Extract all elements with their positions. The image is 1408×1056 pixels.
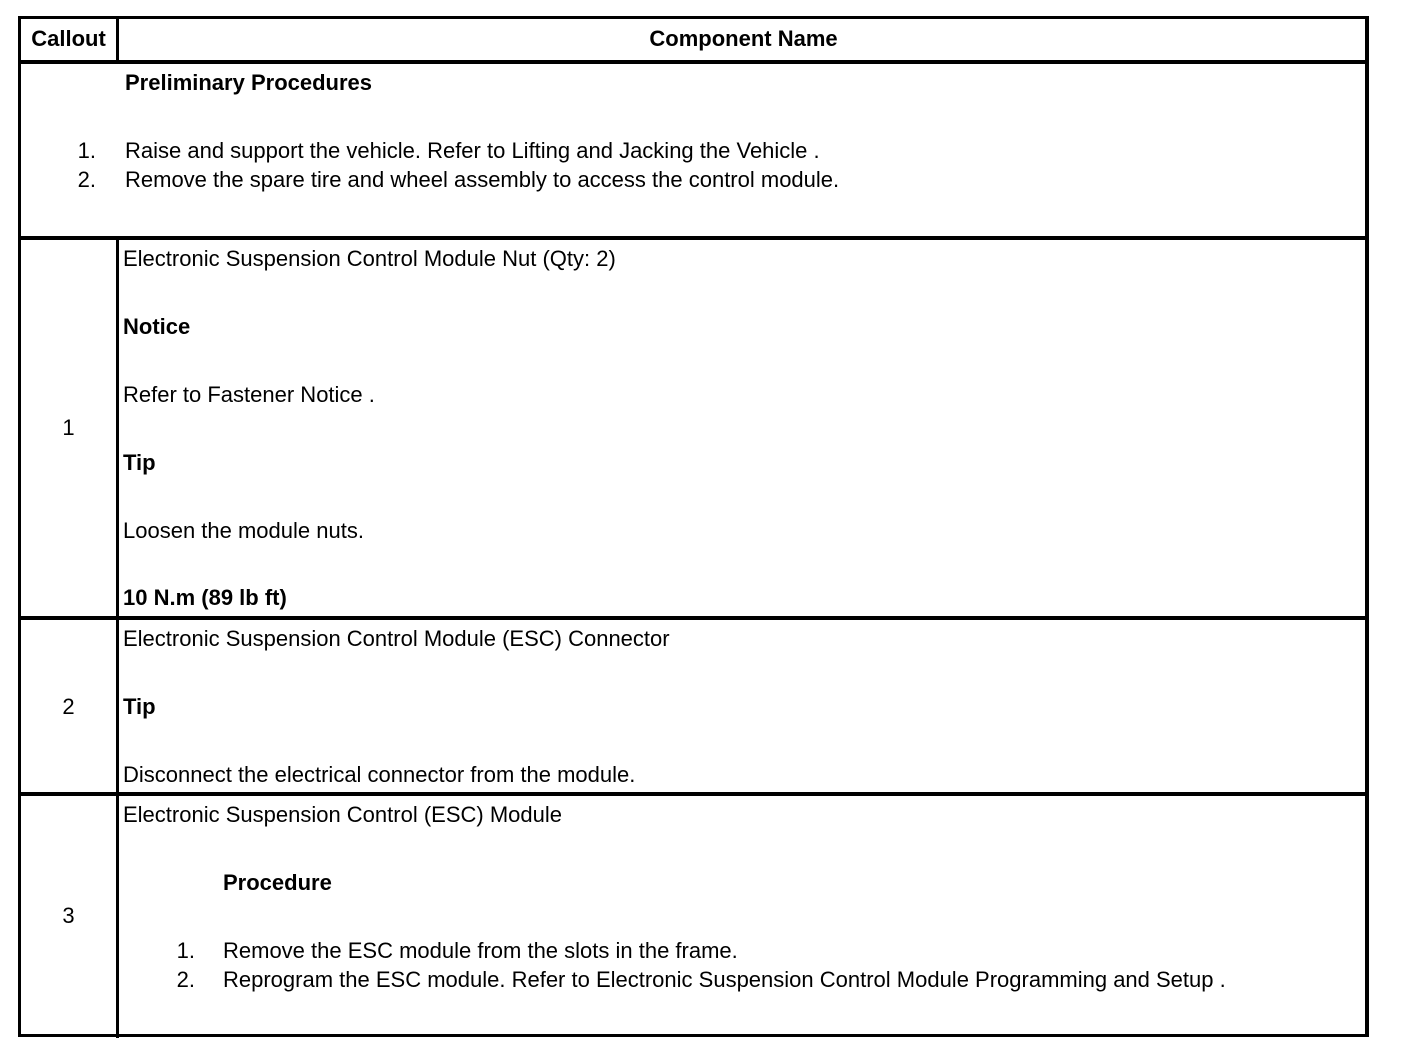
notice-label: Notice xyxy=(123,314,191,339)
procedure-step-2-num: 2. xyxy=(176,967,195,992)
header-row xyxy=(21,19,1365,60)
component-cell xyxy=(121,620,1361,792)
callout-cell xyxy=(21,240,119,616)
torque-spec: 10 N.m (89 lb ft) xyxy=(123,585,287,610)
callout-header: Callout xyxy=(31,26,106,51)
component-header: Component Name xyxy=(649,26,838,51)
preliminary-content xyxy=(21,64,1361,236)
callout-cell xyxy=(21,796,119,1038)
component-name: Electronic Suspension Control Module (ESC) Connector xyxy=(123,626,670,651)
table-row xyxy=(21,792,1365,1038)
component-cell xyxy=(121,240,1361,616)
preliminary-title: Preliminary Procedures xyxy=(125,70,373,95)
callout-number: 3 xyxy=(62,903,75,928)
procedure-step-2-text: Reprogram the ESC module. Refer to Electronic Suspension Control Module Programming and Setup . xyxy=(223,967,1226,992)
component-cell xyxy=(121,796,1361,1038)
callout-number: 2 xyxy=(62,694,75,719)
preliminary-row xyxy=(21,60,1365,236)
procedure-step-1-num: 1. xyxy=(176,938,195,963)
procedure-table xyxy=(18,16,1369,1037)
preliminary-step-1-text: Raise and support the vehicle. Refer to Lifting and Jacking the Vehicle . xyxy=(125,138,820,163)
callout-number: 1 xyxy=(62,415,75,440)
tip-label: Tip xyxy=(123,694,156,719)
preliminary-step-2-num: 2. xyxy=(77,167,96,192)
procedure-label: Procedure xyxy=(223,870,332,895)
tip-text: Loosen the module nuts. xyxy=(123,518,364,543)
callout-header-cell xyxy=(21,19,119,60)
preliminary-step-2-text: Remove the spare tire and wheel assembly to access the control module. xyxy=(125,167,840,192)
table-row xyxy=(21,616,1365,792)
component-name: Electronic Suspension Control Module Nut (Qty: 2) xyxy=(123,246,616,271)
preliminary-step-1-num: 1. xyxy=(77,138,96,163)
component-header-cell xyxy=(121,19,1361,60)
tip-text: Disconnect the electrical connector from the module. xyxy=(123,762,636,787)
callout-cell xyxy=(21,620,119,792)
procedure-step-1-text: Remove the ESC module from the slots in the frame. xyxy=(223,938,738,963)
component-name: Electronic Suspension Control (ESC) Module xyxy=(123,802,562,827)
tip-label: Tip xyxy=(123,450,156,475)
table-row xyxy=(21,236,1365,616)
notice-text: Refer to Fastener Notice . xyxy=(123,382,375,407)
